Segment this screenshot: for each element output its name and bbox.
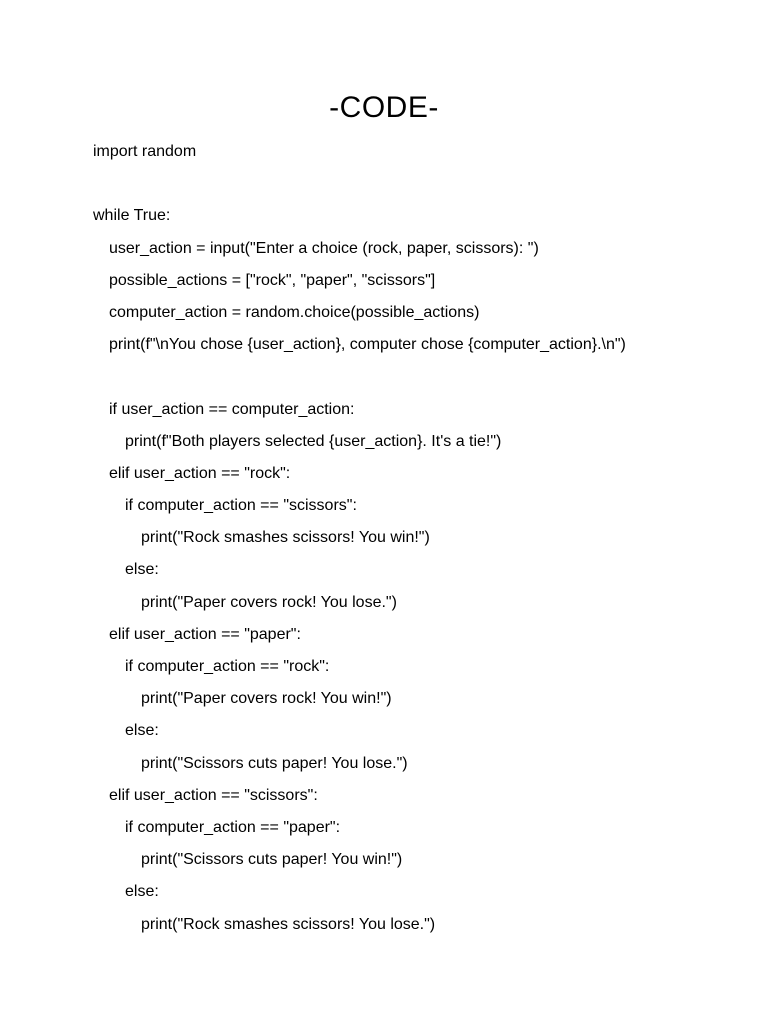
- code-line: print("Paper covers rock! You win!"): [141, 690, 392, 708]
- code-line: elif user_action == "rock":: [109, 464, 291, 482]
- code-line: if computer_action == "scissors":: [125, 497, 357, 515]
- document-title: -CODE-: [329, 91, 439, 124]
- code-line: print("Paper covers rock! You lose."): [141, 593, 397, 611]
- code-line: print("Rock smashes scissors! You lose."): [141, 915, 436, 933]
- code-line: else:: [125, 722, 159, 740]
- code-line: possible_actions = ["rock", "paper", "scissors"]: [109, 271, 436, 289]
- code-line: [93, 168, 753, 200]
- code-line: elif user_action == "scissors":: [109, 786, 318, 804]
- code-line: import random: [93, 143, 197, 160]
- code-line: print("Scissors cuts paper! You lose."): [141, 754, 408, 772]
- code-line: else:: [125, 561, 159, 579]
- code-line: print(f"Both players selected {user_action}. It's a tie!"): [125, 432, 502, 450]
- code-line: while True:: [93, 207, 171, 225]
- code-block: [93, 136, 753, 941]
- code-line: elif user_action == "paper":: [109, 625, 301, 643]
- code-line: [93, 361, 753, 393]
- code-line: print("Rock smashes scissors! You win!"): [141, 529, 430, 547]
- code-line: if user_action == computer_action:: [109, 400, 355, 418]
- code-line: print(f"\nYou chose {user_action}, computer chose {computer_action}.\n"): [109, 336, 626, 354]
- code-line: user_action = input("Enter a choice (rock, paper, scissors): "): [109, 239, 539, 257]
- code-line: print("Scissors cuts paper! You win!"): [141, 851, 403, 869]
- code-line: if computer_action == "rock":: [125, 658, 330, 675]
- code-line: if computer_action == "paper":: [125, 818, 341, 836]
- code-line: computer_action = random.choice(possible_actions): [109, 303, 480, 321]
- code-line: else:: [125, 883, 159, 901]
